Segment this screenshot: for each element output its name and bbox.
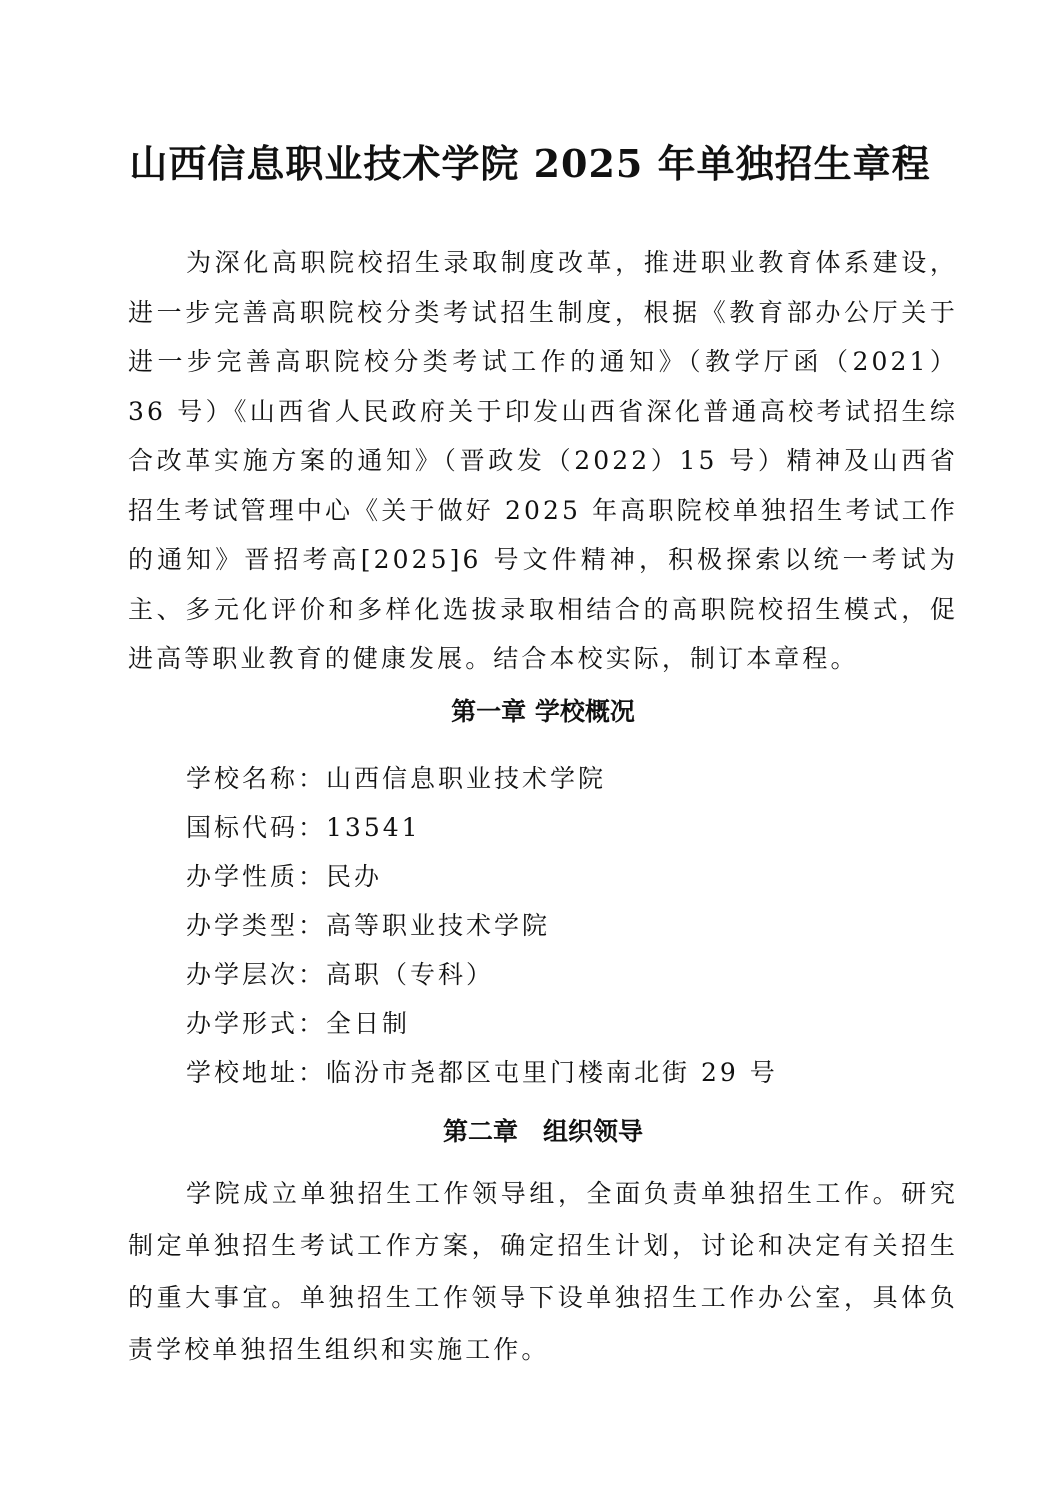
school-info-list: [186, 754, 966, 1097]
info-label: 国标代码：: [186, 813, 327, 842]
info-label: 学校名称：: [186, 764, 327, 793]
school-address-row: [186, 1048, 966, 1097]
school-form-row: [186, 999, 966, 1048]
info-value: 全日制: [326, 1009, 411, 1038]
school-type-row: [186, 901, 966, 950]
info-label: 办学层次：: [186, 960, 327, 989]
national-code-row: [186, 803, 966, 852]
info-label: 办学形式：: [186, 1009, 327, 1038]
info-label: 办学类型：: [186, 911, 327, 940]
info-value: 临汾市尧都区屯里门楼南北街 29 号: [326, 1058, 778, 1087]
info-value: 高等职业技术学院: [326, 911, 551, 940]
school-name-row: [186, 754, 966, 803]
info-label: 办学性质：: [186, 862, 327, 891]
info-value: 民办: [326, 862, 383, 891]
info-value: 高职（专科）: [326, 960, 495, 989]
document-title: 山西信息职业技术学院 2025 年单独招生章程: [129, 141, 931, 186]
chapter-2-heading: 第二章 组织领导: [442, 1117, 643, 1146]
organization-paragraph: 学院成立单独招生工作领导组，全面负责单独招生工作。研究制定单独招生考试工作方案，确定招生计划，讨论和决定有关招生的重大事宜。单独招生工作领导下设单独招生工作办公室，具体负责学校单独招生组织和实施工作。: [128, 1179, 958, 1364]
info-label: 学校地址：: [186, 1058, 327, 1087]
chapter-1-heading: 第一章 学校概况: [451, 697, 635, 726]
info-value: 13541: [326, 813, 421, 842]
intro-paragraph: 为深化高职院校招生录取制度改革，推进职业教育体系建设，进一步完善高职院校分类考试招生制度，根据《教育部办公厅关于进一步完善高职院校分类考试工作的通知》（教学厅函（2021）36 号）《山西省人民政府关于印发山西省深化普通高校考试招生综合改革实施方案的通知》（晋政发（2022）15 号）精神及山西省招生考试管理中心《关于做好 2025 年高职院校单独招生考试工作的通知》晋招考高[2025]6 号文件精神，积极探索以统一考试为主、多元化评价和多样化选拔录取相结合的高职院校招生模式，促进高等职业教育的健康发展。结合本校实际，制订本章程。: [128, 248, 958, 673]
school-nature-row: [186, 852, 966, 901]
info-value: 山西信息职业技术学院: [326, 764, 607, 793]
school-level-row: [186, 950, 966, 999]
